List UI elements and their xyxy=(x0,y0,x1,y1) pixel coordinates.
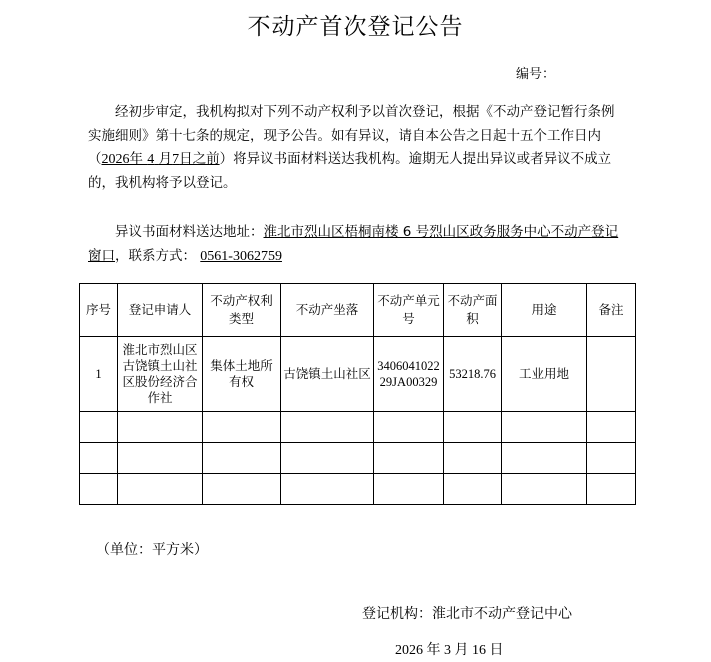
right-type-cell: 集体土地所有权 xyxy=(203,337,281,412)
table-row xyxy=(80,474,636,505)
row-number: 1 xyxy=(80,337,118,412)
table-header-row xyxy=(80,284,636,337)
location-cell: 古饶镇土山社区 xyxy=(281,337,374,412)
remark-cell xyxy=(587,337,636,412)
table-row xyxy=(80,443,636,474)
header-cell: 不动产权利类型 xyxy=(203,284,281,337)
usage-cell: 工业用地 xyxy=(502,337,587,412)
area-cell: 53218.76 xyxy=(444,337,502,412)
page-title: 不动产首次登记公告 xyxy=(247,14,464,40)
address-label: 异议书面材料送达地址： xyxy=(115,224,264,240)
registration-table xyxy=(79,283,636,505)
header-cell: 序号 xyxy=(80,284,118,337)
header-cell: 不动产坐落 xyxy=(281,284,374,337)
header-cell: 备注 xyxy=(587,284,636,337)
announcement-date: 2026 年 3 月 16 日 xyxy=(395,643,504,658)
header-cell: 用途 xyxy=(502,284,587,337)
body-text-part1: 经初步审定，我机构拟对下列不动产权利予以首次登记，根据《不动产登记暂行条例实施细则》第十七条的规定，现予公告。如有异议，请自本公告之日起十五个工作日内（ xyxy=(88,104,615,167)
header-cell: 不动产面积 xyxy=(444,284,502,337)
serial-number-label: 编号： xyxy=(516,67,556,82)
header-cell: 不动产单元号 xyxy=(374,284,444,337)
objection-deadline: 2026年 4 月7日之前 xyxy=(101,151,220,167)
table-row xyxy=(80,337,636,412)
header-cell: 登记申请人 xyxy=(118,284,203,337)
address-value: 淮北市烈山区梧桐南楼 6 号烈山区政务服务中心不动产登记窗口 xyxy=(88,224,619,264)
body-text-part2: ）将异议书面材料送达我机构。逾期无人提出异议或者异议不成立的，我机构将予以登记。 xyxy=(88,151,612,191)
contact-phone: 0561-3062759 xyxy=(200,248,282,264)
table-row xyxy=(80,412,636,443)
contact-label: ，联系方式： xyxy=(115,247,196,264)
objection-address xyxy=(88,221,624,268)
registration-authority: 登记机构：淮北市不动产登记中心 xyxy=(362,606,572,622)
applicant-cell: 淮北市烈山区古饶镇土山社区股份经济合作社 xyxy=(118,337,203,412)
announcement-body xyxy=(88,101,624,195)
unit-number-cell: 340604102229JA00329 xyxy=(374,337,444,412)
unit-note: （单位：平方米） xyxy=(96,542,208,558)
